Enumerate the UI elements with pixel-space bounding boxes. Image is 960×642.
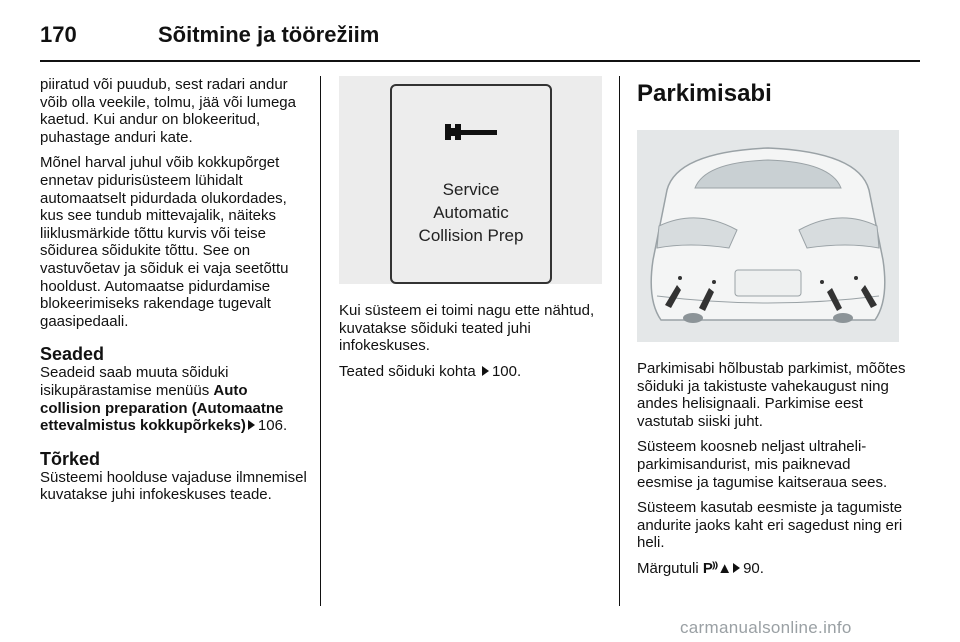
- page-reference: 100.: [491, 362, 522, 380]
- page-header: [40, 12, 920, 52]
- section-heading-settings: Seaded: [40, 344, 105, 365]
- wrench-icon: [443, 122, 499, 142]
- display-message: [392, 178, 550, 247]
- indicator-paragraph: [637, 560, 907, 578]
- parking-assist-icon: P⁾⁾▲: [702, 559, 732, 577]
- section-heading-parking: Parkimisabi: [637, 80, 772, 107]
- menu-item-name: Auto collision preparation (Automaatne ettevalmistus kokkupõrkeks): [40, 381, 284, 435]
- paragraph: Kui süsteem ei toimi nagu ette nähtud, kuvatakse sõiduki teated juhi infokeskuses.: [339, 302, 595, 355]
- ref-text: Teated sõiduki kohta: [339, 362, 480, 380]
- display-line: Collision Prep: [418, 226, 524, 245]
- car-rear-sensors-figure: [637, 130, 899, 342]
- paragraph: piiratud või puudub, sest radari andur võib olla veekile, tolmu, jää või lumega kaetud. Kui andur on blokeeritud, puhastage anduri kate.: [40, 76, 296, 146]
- reference-paragraph: [339, 363, 609, 381]
- settings-text: Seadeid saab muuta sõiduki isikupärastamise menüüs: [40, 364, 229, 399]
- column-divider-2: [619, 76, 620, 606]
- paragraph: Süsteemi hoolduse vajaduse ilmnemisel kuvatakse juhi infokeskuses teade.: [40, 468, 307, 504]
- page-reference: 106.: [257, 417, 288, 435]
- info-display: [390, 84, 552, 284]
- column-divider-1: [320, 76, 321, 606]
- settings-paragraph: [40, 364, 310, 434]
- watermark: carmanualsonline.info: [680, 618, 852, 637]
- page-reference: 90.: [743, 559, 764, 577]
- paragraph: Süsteem kasutab eesmiste ja tagumiste andurite jaoks kaht eri sagedust ning eri heli.: [637, 499, 903, 552]
- section-heading-faults: Tõrked: [40, 448, 101, 469]
- paragraph: Parkimisabi hõlbustab parkimist, mõõtes sõiduki ja takistuste vahekaugust ning andes helisignaali. Parkimise eest vastutab siiski juht.: [637, 360, 906, 430]
- service-message-figure: [339, 76, 602, 284]
- display-line: Service: [442, 180, 500, 199]
- page-number: 170: [40, 22, 77, 47]
- page-ref-arrow-icon: [482, 366, 489, 376]
- page-ref-arrow-icon: [248, 420, 255, 430]
- column-left: [40, 76, 310, 512]
- chapter-title: Sõitmine ja töörežiim: [158, 22, 380, 47]
- car-rear-illustration: [637, 130, 899, 342]
- page-ref-arrow-icon: [733, 563, 740, 573]
- display-line: Automatic: [433, 203, 509, 222]
- paragraph: Mõnel harval juhul võib kokkupõrget ennetav pidurisüsteem lühidalt automaatselt pidurdada olukordades, kus see tundub mittevajalik, näiteks liiklusmärkide tõttu kurvis või teise sõidurea sõidukite tõttu. See on vastuvõetav ja sõiduk ei vaja seetõttu hooldust. Automaatse pidurdamise blokeerimiseks rakendage tugevalt gaasipedaali.: [40, 154, 289, 330]
- column-right: [637, 76, 907, 586]
- ref-text: Märgutuli: [637, 559, 703, 577]
- column-middle: [339, 76, 609, 388]
- header-rule: [40, 60, 920, 62]
- paragraph: Süsteem koosneb neljast ultraheli-parkimisandurist, mis paiknevad eesmise ja tagumise kaitseraua sees.: [637, 438, 888, 491]
